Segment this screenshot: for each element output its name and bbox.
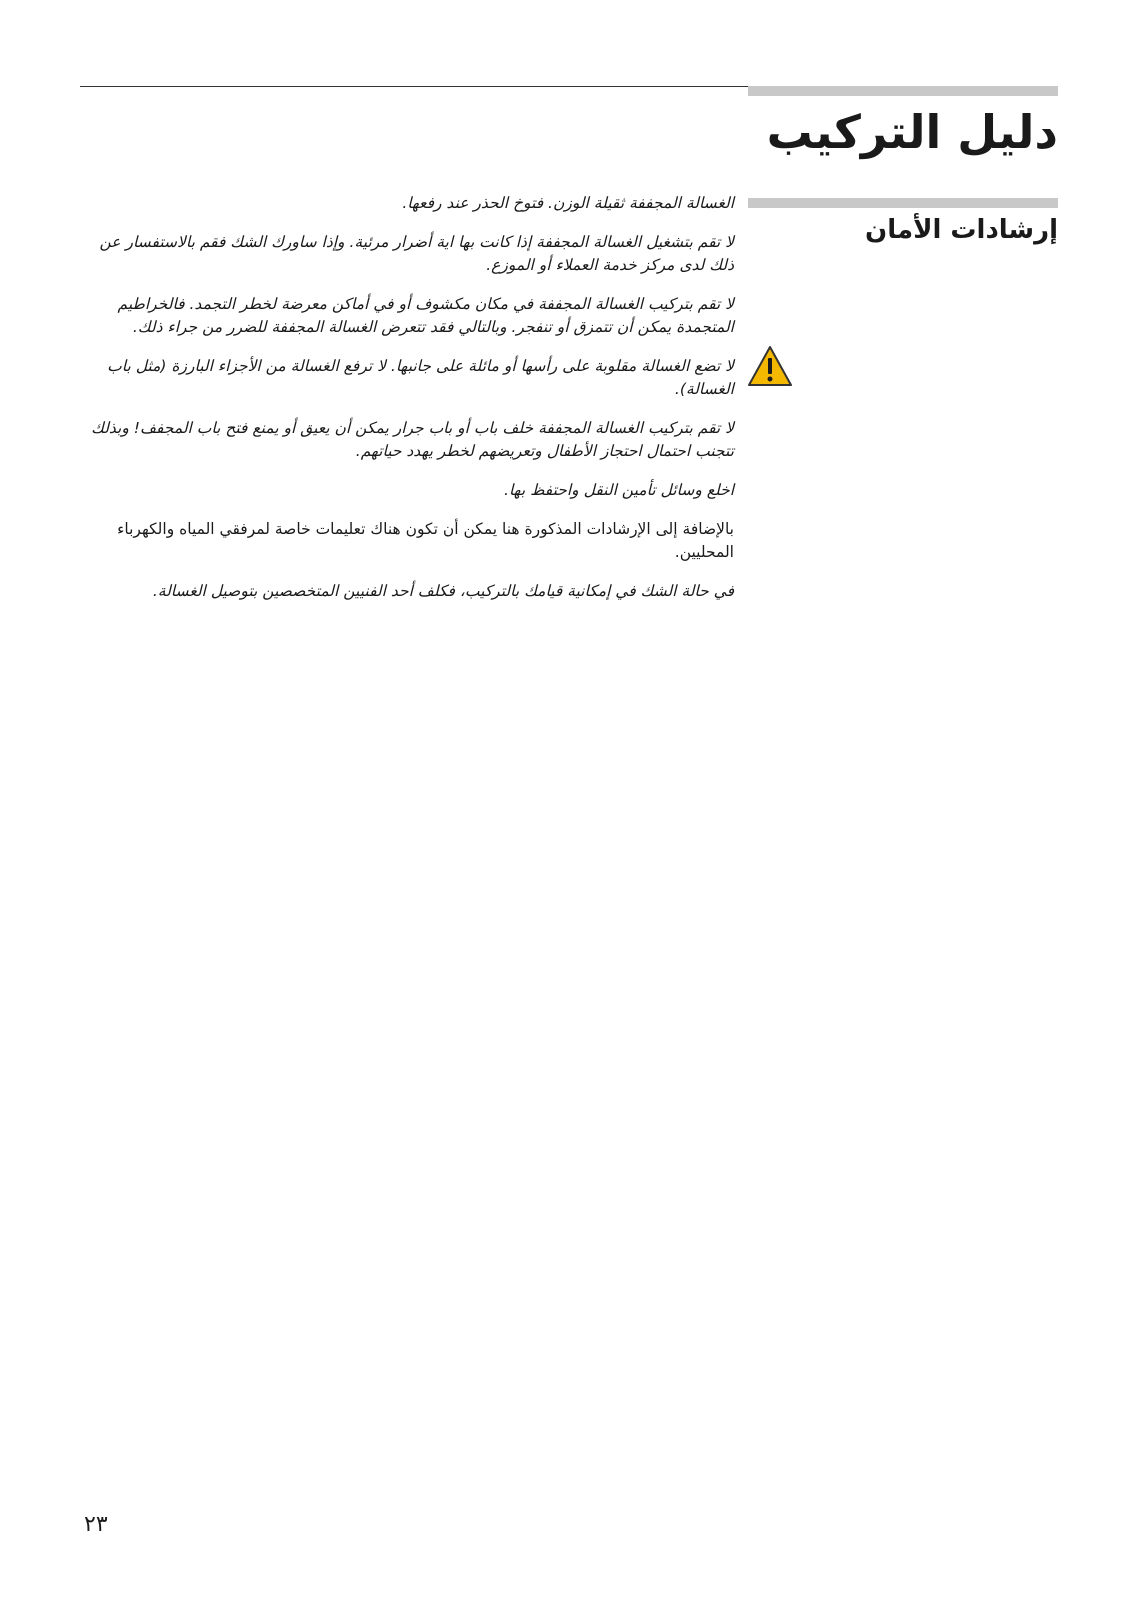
page-number: ٢٣ <box>84 1512 108 1537</box>
instruction-paragraph: لا تقم بتركيب الغسالة المجففة خلف باب أو باب جرار يمكن أن يعيق أو يمنع فتح باب المجفف! وبذلك تتجنب احتمال احتجاز الأطفال وتعريضهم لخطر يهدد حياتهم. <box>91 419 734 460</box>
title-accent-bar <box>748 86 1058 96</box>
instruction-paragraph: الغسالة المجففة ثقيلة الوزن. فتوخ الحذر عند رفعها. <box>402 194 734 212</box>
instruction-paragraph: في حالة الشك في إمكانية قيامك بالتركيب، فكلف أحد الفنيين المتخصصين بتوصيل الغسالة. <box>152 582 734 600</box>
instruction-paragraph: اخلع وسائل تأمين النقل واحتفظ بها. <box>504 481 734 499</box>
instruction-paragraph: لا تضع الغسالة مقلوبة على رأسها أو مائلة على جانبها. لا ترفع الغسالة من الأجزاء البارزة (مثل باب الغسالة). <box>107 357 734 398</box>
instruction-paragraph: لا تقم بتركيب الغسالة المجففة في مكان مكشوف أو في أماكن معرضة لخطر التجمد. فالخراطيم المتجمدة يمكن أن تتمزق أو تنفجر. وبالتالي فقد تتعرض الغسالة المجففة للضرر من جراء ذلك. <box>117 295 734 336</box>
instruction-paragraph: بالإضافة إلى الإرشادات المذكورة هنا يمكن أن تكون هناك تعليمات خاصة لمرفقي المياه والكهرباء المحليين. <box>117 520 734 561</box>
page-title: دليل التركيب <box>766 105 1058 159</box>
safety-instructions <box>80 192 734 619</box>
section-accent-bar <box>748 198 1058 208</box>
warning-triangle-icon <box>746 344 794 388</box>
instruction-paragraph: لا تقم بتشغيل الغسالة المجففة إذا كانت بها اية أضرار مرئية. وإذا ساورك الشك فقم بالاستفسار عن ذلك لدى مركز خدمة العملاء أو الموزع. <box>99 233 734 274</box>
section-title: إرشادات الأمان <box>865 215 1058 245</box>
